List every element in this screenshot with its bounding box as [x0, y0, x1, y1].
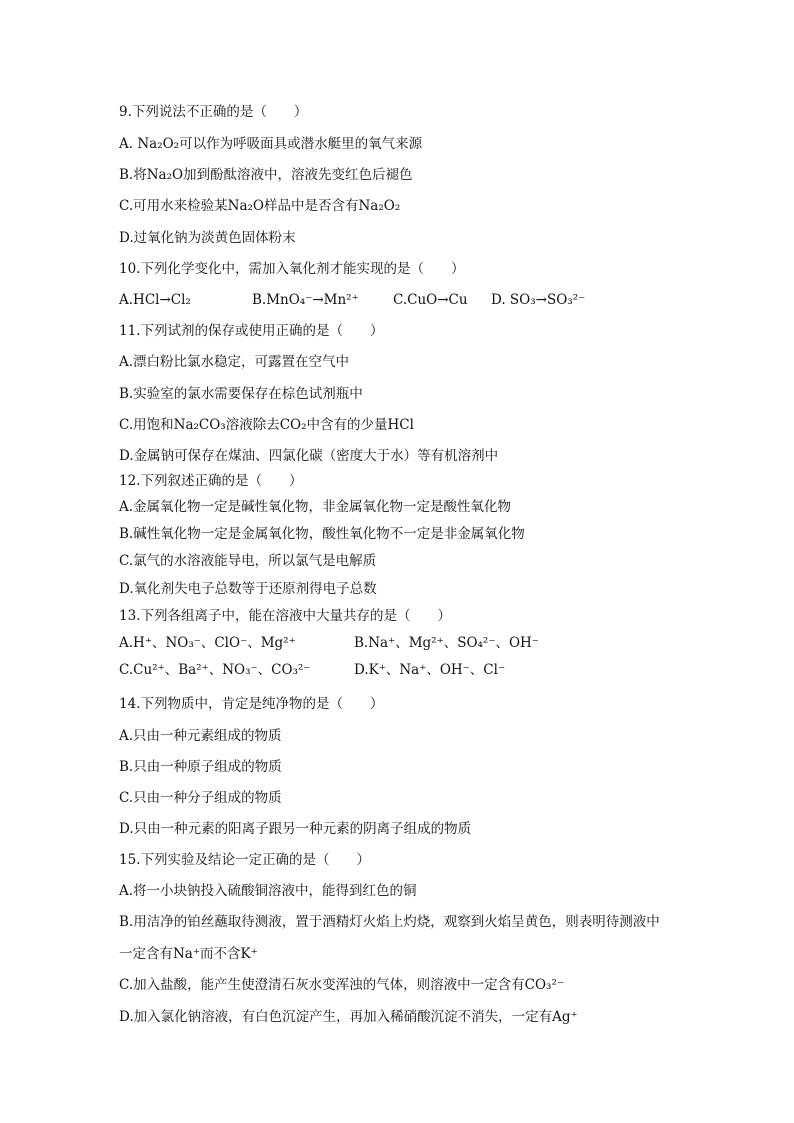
- question-15-option-b-continued: 一定含有Na⁺而不含K⁺: [119, 946, 258, 962]
- question-12-option-b: B.碱性氧化物一定是金属氧化物，酸性氧化物不一定是非金属氧化物: [119, 526, 525, 542]
- question-11-option-d: D.金属钠可保存在煤油、四氯化碳（密度大于水）等有机溶剂中: [119, 448, 499, 464]
- question-10-option-a: A.HCl→Cl₂: [119, 292, 191, 308]
- question-15-option-a: A.将一小块钠投入硫酸铜溶液中，能得到红色的铜: [119, 883, 417, 899]
- question-14-option-c: C.只由一种分子组成的物质: [119, 790, 282, 806]
- question-11-option-b: B.实验室的氯水需要保存在棕色试剂瓶中: [119, 386, 363, 402]
- question-12-option-c: C.氯气的水溶液能导电，所以氯气是电解质: [119, 553, 377, 569]
- question-10-option-d: D. SO₃→SO₃²⁻: [491, 292, 586, 308]
- question-14-stem: 14.下列物质中，肯定是纯净物的是（ ）: [119, 696, 384, 712]
- question-13-option-b: B.Na⁺、Mg²⁺、SO₄²⁻、OH⁻: [354, 635, 539, 651]
- question-9-option-d: D.过氧化钠为淡黄色固体粉末: [119, 230, 296, 246]
- question-10-option-c: C.CuO→Cu: [393, 292, 468, 308]
- question-10-stem: 10.下列化学变化中，需加入氧化剂才能实现的是（ ）: [119, 261, 465, 277]
- question-14-option-a: A.只由一种元素组成的物质: [119, 728, 282, 744]
- question-13-option-c: C.Cu²⁺、Ba²⁺、NO₃⁻、CO₃²⁻: [119, 662, 311, 678]
- question-12-option-a: A.金属氧化物一定是碱性氧化物，非金属氧化物一定是酸性氧化物: [119, 499, 512, 515]
- question-11-option-c: C.用饱和Na₂CO₃溶液除去CO₂中含有的少量HCl: [119, 417, 414, 433]
- question-9-option-a: A. Na₂O₂可以作为呼吸面具或潜水艇里的氧气来源: [119, 136, 423, 152]
- question-12-stem: 12.下列叙述正确的是（ ）: [119, 473, 303, 489]
- question-14-option-b: B.只由一种原子组成的物质: [119, 759, 282, 775]
- question-13-option-a: A.H⁺、NO₃⁻、ClO⁻、Mg²⁺: [119, 635, 296, 651]
- question-12-option-d: D.氧化剂失电子总数等于还原剂得电子总数: [119, 581, 377, 597]
- question-10-option-b: B.MnO₄⁻→Mn²⁺: [252, 292, 359, 308]
- question-9-stem: 9.下列说法不正确的是（ ）: [119, 104, 308, 120]
- question-15-option-d: D.加入氯化钠溶液，有白色沉淀产生，再加入稀硝酸沉淀不消失，一定有Ag⁺: [119, 1009, 578, 1025]
- question-11-option-a: A.漂白粉比氯水稳定，可露置在空气中: [119, 354, 350, 370]
- question-13-option-d: D.K⁺、Na⁺、OH⁻、Cl⁻: [354, 662, 506, 678]
- question-13-stem: 13.下列各组离子中，能在溶液中大量共存的是（ ）: [119, 608, 451, 624]
- question-15-stem: 15.下列实验及结论一定正确的是（ ）: [119, 852, 370, 868]
- question-9-option-b: B.将Na₂O加到酚酞溶液中，溶液先变红色后褪色: [119, 167, 413, 183]
- question-9-option-c: C.可用水来检验某Na₂O样品中是否含有Na₂O₂: [119, 198, 401, 214]
- question-14-option-d: D.只由一种元素的阳离子跟另一种元素的阴离子组成的物质: [119, 821, 472, 837]
- question-11-stem: 11.下列试剂的保存或使用正确的是（ ）: [119, 323, 384, 339]
- question-15-option-c: C.加入盐酸，能产生使澄清石灰水变浑浊的气体，则溶液中一定含有CO₃²⁻: [119, 977, 564, 993]
- question-15-option-b: B.用洁净的铂丝蘸取待测液，置于酒精灯火焰上灼烧，观察到火焰呈黄色，则表明待测液中: [119, 914, 660, 930]
